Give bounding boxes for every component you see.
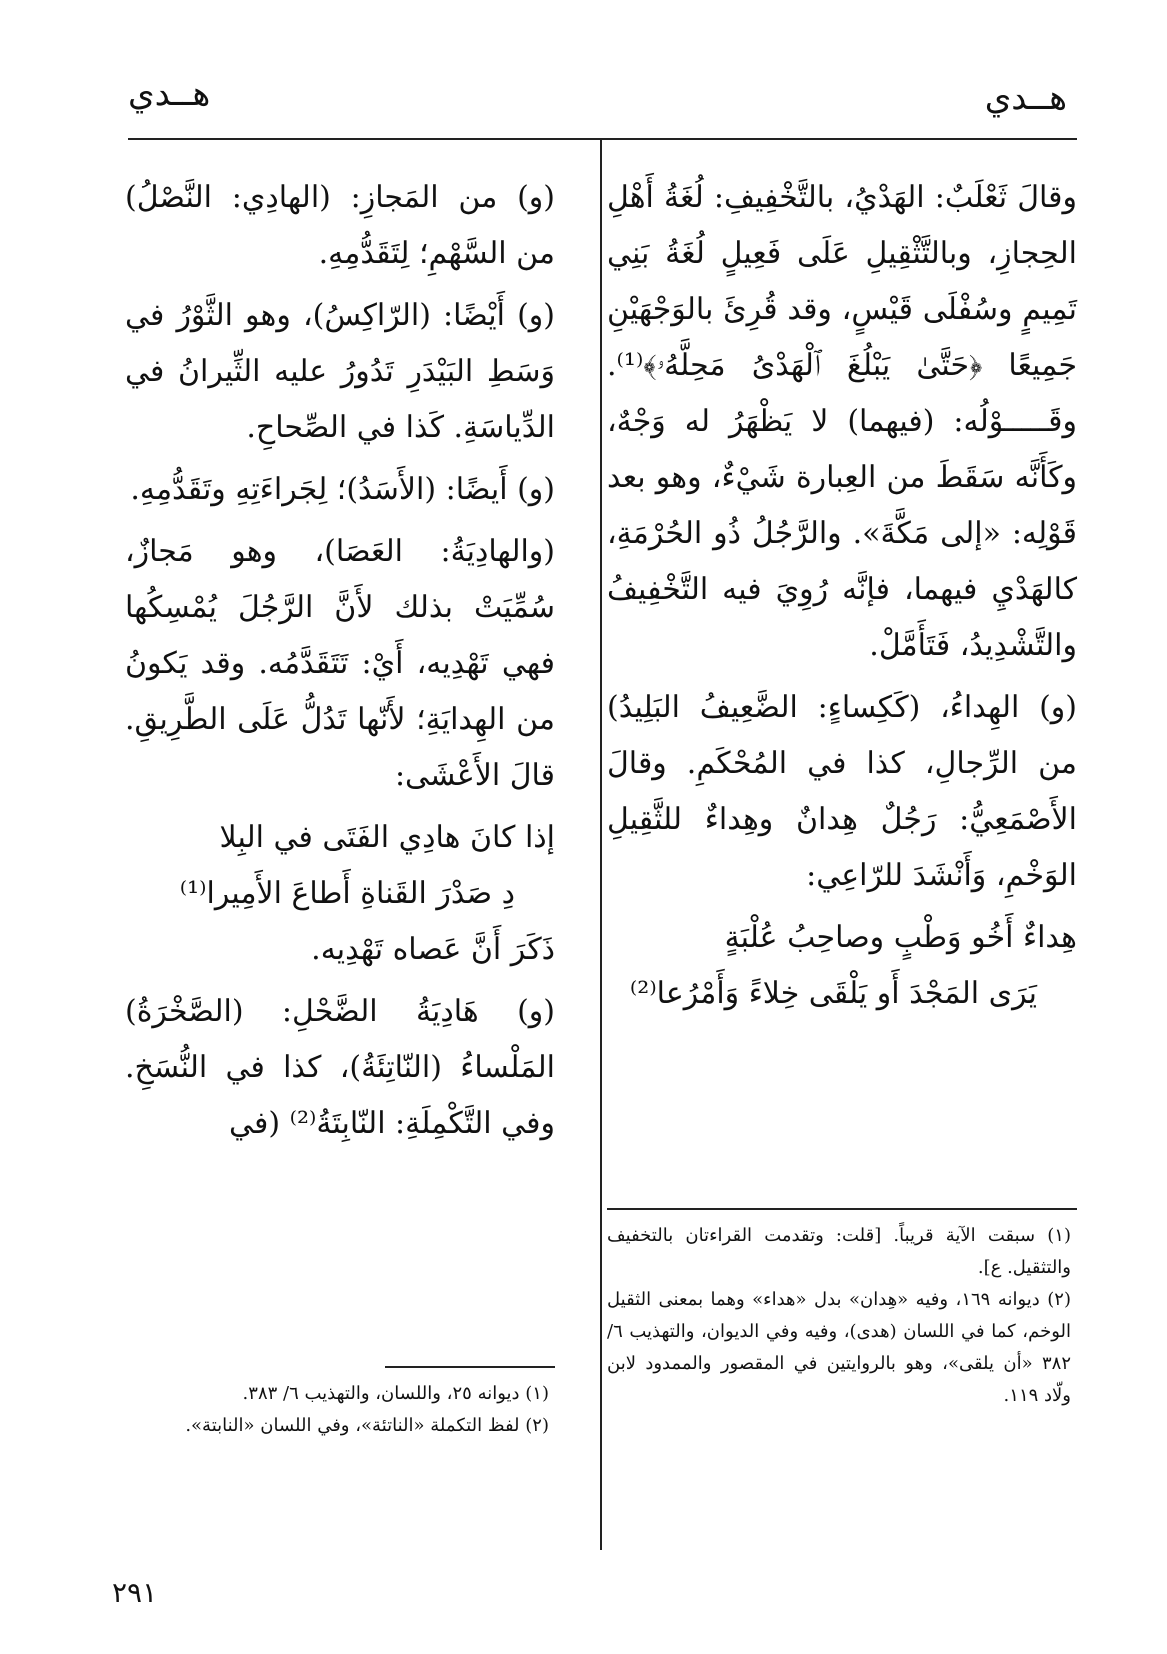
footnotes bbox=[607, 1194, 1077, 1412]
paragraph: (و) الهِداءُ، (كَكِساءٍ: الضَّعِيفُ البَلِيدُ) من الرِّجالِ، كذا في المُحْكَمِ. وقالَ الأَصْمَعِيُّ: رَجُلٌ هِدانٌ وهِداءٌ للثَّقِيلِ الوَخْمِ، وَأَنْشَدَ للرّاعِي: bbox=[607, 690, 1077, 893]
header-title-left: هــدي bbox=[128, 74, 211, 114]
footnotes bbox=[125, 1352, 555, 1442]
verse-line: يَرَى المَجْدَ أَو يَلْقَى خِلاءً وَأَمْرُعا⁽²⁾ bbox=[629, 976, 1037, 1011]
paragraph: وقالَ ثَعْلَبٌ: الهَدْيُ، بالتَّخْفِيفِ: لُغَةُ أَهْلِ الحِجازِ، وبالتَّثْقِيلِ عَلَى فَعِيلٍ لُغَةُ بَنِي تَمِيمٍ وسُفْلَى قَيْسٍ، وقد قُرِئَ بالوَجْهَيْنِ جَمِيعًا ﴿حَتَّىٰ يَبْلُغَ ٱلْهَدْىُ مَحِلَّهُۥ﴾⁽¹⁾. وقَـــــوْلُه: (فيهما) لا يَظْهَرُ له وَجْهٌ، وكَأَنَّه سَقَطَ من العِبارة شَيْءٌ، وهو بعد قَوْلِه: «إلى مَكَّةَ». والرَّجُلُ ذُو الحُرْمَةِ، كالهَدْيِ فيهما، فإنَّه رُوِيَ فيه التَّخْفِيفُ والتَّشْدِيدُ، فَتَأَمَّلْ. bbox=[607, 180, 1077, 663]
verse-line: دِ صَدْرَ القَناةِ أَطاعَ الأَمِيرا⁽¹⁾ bbox=[179, 876, 515, 911]
column-divider bbox=[600, 140, 602, 1550]
paragraph: (و) أَيضًا: (الأَسَدُ)؛ لِجَراءَتِهِ وتَقَدُّمِهِ. bbox=[130, 472, 555, 507]
footnote: (١) ديوانه ٢٥، واللسان، والتهذيب ٦/ ٣٨٣. bbox=[242, 1383, 549, 1404]
page-number: ٢٩١ bbox=[112, 1576, 158, 1609]
left-column bbox=[125, 170, 555, 1436]
footnote: (١) سبقت الآية قريباً. [قلت: وتقدمت القراءتان بالتخفيف والتثقيل. ع]. bbox=[607, 1225, 1071, 1278]
paragraph: (والهادِيَةُ: العَصَا)، وهو مَجازٌ، سُمِّيَتْ بذلك لأَنَّ الرَّجُلَ يُمْسِكُها فهي تَهْدِيه، أَيْ: تَتَقَدَّمُه. وقد يَكونُ من الهِدايَةِ؛ لأَنّها تَدُلُّ عَلَى الطَّرِيقِ. قالَ الأَعْشَى: bbox=[125, 534, 555, 793]
verse-line: إذا كانَ هادِي الفَتَى في البِلا bbox=[219, 820, 555, 855]
paragraph: (و) أَيْضًا: (الرّاكِسُ)، وهو الثَّوْرُ في وَسَطِ البَيْدَرِ تَدُورُ عليه الثِّيرانُ في الدِّياسَةِ. كَذا في الصِّحاحِ. bbox=[125, 298, 555, 445]
footnote-rule bbox=[607, 1208, 1077, 1210]
footnote: (٢) ديوانه ١٦٩، وفيه «هِدان» بدل «هداء» وهما بمعنى الثقيل الوخم، كما في اللسان (هدى)، وفيه وفي الديوان، والتهذيب ٦/ ٣٨٢ «أن يلقى»، وهو بالروايتين في المقصور والممدود لابن ولّاد ١١٩. bbox=[607, 1289, 1071, 1406]
header-rule bbox=[128, 138, 1077, 140]
paragraph: (و) هَادِيَةُ الضَّحْلِ: (الصَّخْرَةُ) المَلْساءُ (النّاتِئَةُ)، كذا في النُّسَخِ. وفي التَّكْمِلَةِ: النّابِتَةُ⁽²⁾ (في bbox=[125, 994, 555, 1141]
header-title-right: هــدي bbox=[984, 78, 1067, 118]
footnote-rule bbox=[385, 1366, 555, 1368]
verse-line: هِداءٌ أَخُو وَطْبٍ وصاحِبُ عُلْبَةٍ bbox=[724, 920, 1077, 955]
right-column bbox=[607, 170, 1077, 1406]
footnote: (٢) لفظ التكملة «الناتئة»، وفي اللسان «النابتة». bbox=[185, 1415, 549, 1436]
paragraph: (و) من المَجازِ: (الهادِي: النَّصْلُ) من السَّهْمِ؛ لِتَقَدُّمِهِ. bbox=[125, 180, 555, 271]
paragraph: ذَكَرَ أَنَّ عَصاه تَهْدِيه. bbox=[311, 932, 555, 967]
